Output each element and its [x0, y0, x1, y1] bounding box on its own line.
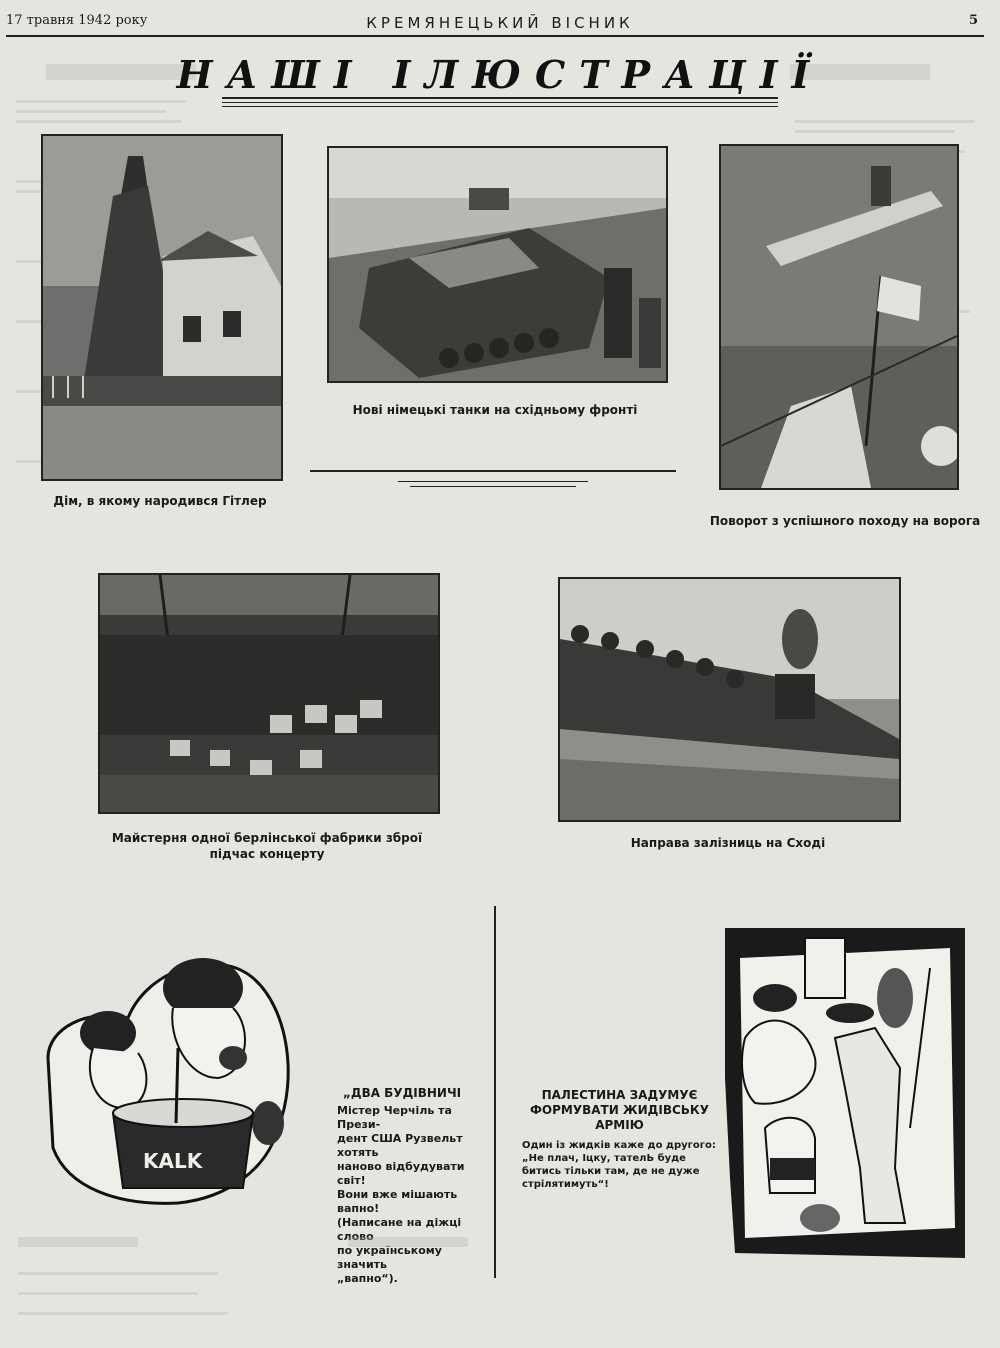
cartoon1-line-6: по українському значить — [337, 1244, 442, 1271]
cartoon1-line-1: Містер Черчіль та Прези- — [337, 1104, 452, 1131]
cartoon1-line-2: дент США Рузвельт хотять — [337, 1132, 463, 1159]
photo-railway-repair — [558, 577, 901, 822]
page-number: 5 — [968, 13, 978, 28]
cartoon2-line-4: стрілятимуть“! — [522, 1179, 609, 1190]
photo-hitler-birth-house — [41, 134, 283, 481]
header-rule — [6, 35, 984, 37]
title-rule-3 — [222, 106, 778, 107]
cartoon2-line-1: Один із жидків каже до другого: — [522, 1140, 716, 1151]
caption-photo-4-line1: Майстерня одної берлінської фабрики зброї — [111, 831, 423, 845]
cartoon2-title-3: АРМІЮ — [595, 1118, 644, 1132]
divider-rule-1 — [310, 470, 676, 472]
cartoon1-title: „ДВА БУДІВНИЧІ — [343, 1086, 462, 1100]
cartoon1-line-3: наново відбудувати світ! — [337, 1160, 465, 1187]
vertical-divider — [494, 906, 496, 1278]
cartoon1-line-4: Вони вже мішають вапно! — [337, 1188, 458, 1215]
cartoon2-title-1: ПАЛЕСТИНА ЗАДУМУЄ — [541, 1088, 698, 1102]
pot-label: KALK — [143, 1149, 203, 1173]
cartoon1-line-5: (Написане на діжці слово — [337, 1216, 462, 1243]
divider-rule-2 — [398, 481, 588, 482]
page-title: НАШІ ІЛЮСТРАЦІЇ — [176, 52, 824, 97]
photo-berlin-factory-concert — [98, 573, 440, 814]
photo-german-tanks — [327, 146, 668, 383]
cartoon2-line-2: „Не плач, Іцку, тателЬ буде — [522, 1153, 686, 1164]
cartoon-palestine-army — [725, 928, 965, 1258]
title-rule-1 — [222, 97, 778, 99]
photo-submarine-return — [719, 144, 959, 490]
cartoon1-line-7: „вапно“). — [337, 1272, 398, 1285]
newspaper-masthead: КРЕМЯНЕЦЬКИЙ ВІСНИК — [366, 14, 634, 32]
cartoon2-line-3: битись тільки там, де не дуже — [522, 1166, 700, 1177]
caption-photo-4-line2: підчас концерту — [209, 847, 325, 861]
title-rule-2 — [222, 102, 778, 103]
caption-photo-5: Направа залізниць на Сході — [630, 836, 826, 850]
issue-date: 17 травня 1942 року — [6, 13, 148, 28]
divider-rule-3 — [410, 486, 576, 487]
caption-photo-1: Дім, в якому народився Гітлер — [53, 494, 267, 508]
caption-photo-2: Нові німецькі танки на східньому фронті — [352, 403, 638, 417]
cartoon-two-builders — [28, 948, 318, 1208]
cartoon2-text — [522, 1088, 717, 1191]
bleed-through-bottom — [8, 1232, 478, 1342]
caption-photo-3: Поворот з успішного походу на ворога — [709, 514, 981, 528]
cartoon2-title-2: ФОРМУВАТИ ЖИДІВСЬКУ — [530, 1103, 709, 1117]
